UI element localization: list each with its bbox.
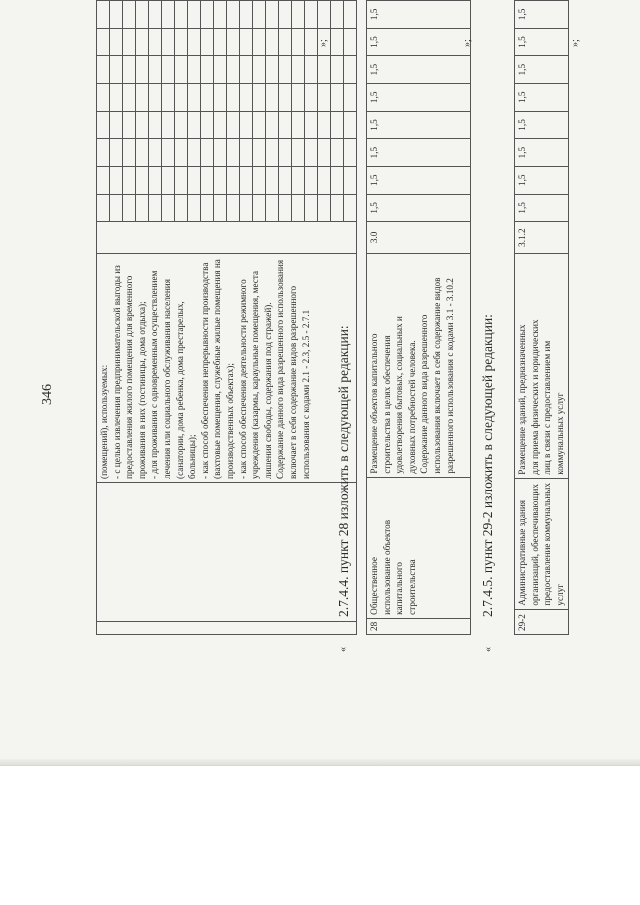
value-cell: 1,5 [515,1,569,29]
description-cell: Размещение зданий, предназначенных для приема физических и юридических лиц в связи с предоставлением им коммунальных услуг [515,254,569,479]
closing-quote-mark: »; [570,39,581,47]
opening-quote-mark: « [483,647,494,652]
code-cell [97,222,357,253]
value-cell: 1,5 [367,56,471,84]
closing-quote-mark: »; [462,39,473,47]
section-heading-item-29-2: 2.7.4.5. пункт 29-2 изложить в следующей редакции: [480,314,495,617]
value-cell: 1,5 [515,194,569,222]
table-row [515,1,569,635]
value-cell: 1,5 [515,166,569,194]
name-cell [97,482,357,621]
value-cell: 1,5 [367,139,471,167]
table-item-28 [366,0,471,635]
name-cell: Административные здания организаций, обеспечивающих предоставление коммунальных услуг [515,478,569,609]
section-heading-item-28: 2.7.4.4. пункт 28 изложить в следующей редакции: [336,325,351,617]
table-row [367,1,471,635]
value-cell: 1,5 [515,56,569,84]
value-cell: 1,5 [367,166,471,194]
value-cell: 1,5 [367,111,471,139]
value-cell: 1,5 [515,83,569,111]
description-cell: Размещение объектов капитального строительства в целях обеспечения удовлетворения бытовых, социальных и духовных потребностей человека. Содержание данного вида разрешенного использования включает в себя содержание видов разрешенного использования с кодами 3.1 - 3.10.2 [367,253,471,477]
value-cell: 1,5 [367,84,471,112]
value-cell: 1,5 [367,1,471,29]
number-cell: 29-2 [515,609,569,634]
name-cell: Общественное использование объектов капитального строительства [367,477,471,618]
number-cell [97,622,357,635]
table-row [97,1,110,635]
closing-quote-mark: »; [318,39,329,47]
table-continuation [96,0,357,635]
number-cell: 28 [367,618,471,634]
value-cell: 1,5 [515,111,569,139]
value-cell: 1,5 [515,139,569,167]
value-cell: 1,5 [367,194,471,222]
opening-quote-mark: « [338,647,349,652]
description-cell: (помещений), используемых: - с целью извлечения предпринимательской выгоды из предоставления жилого помещения для временного проживания в них (гостиницы, дома отдыха); - для проживания с одновременным осуществлением лечения или социального обслуживания населения (санатории, дома ребенка, дома престарелых, больницы); - как способ обеспечения непрерывности производства (вахтовые помещения, служебные жилые помещения на производственных объектах); - как способ обеспечения деятельности режимного учреждения (казармы, караульные помещения, места лишения свободы, содержания под стражей). Содержание данного вида разрешенного использования включает в себя содержание видов разрешенного использования с кодами 2.1 - 2.3, 2.5 - 2.7.1 [97,253,357,482]
value-cell: 1,5 [515,28,569,56]
code-cell: 3.0 [367,222,471,253]
page-number: 346 [40,384,55,405]
value-cell: 1,5 [367,28,471,56]
code-cell: 3.1.2 [515,222,569,254]
table-item-29-2 [514,0,569,635]
